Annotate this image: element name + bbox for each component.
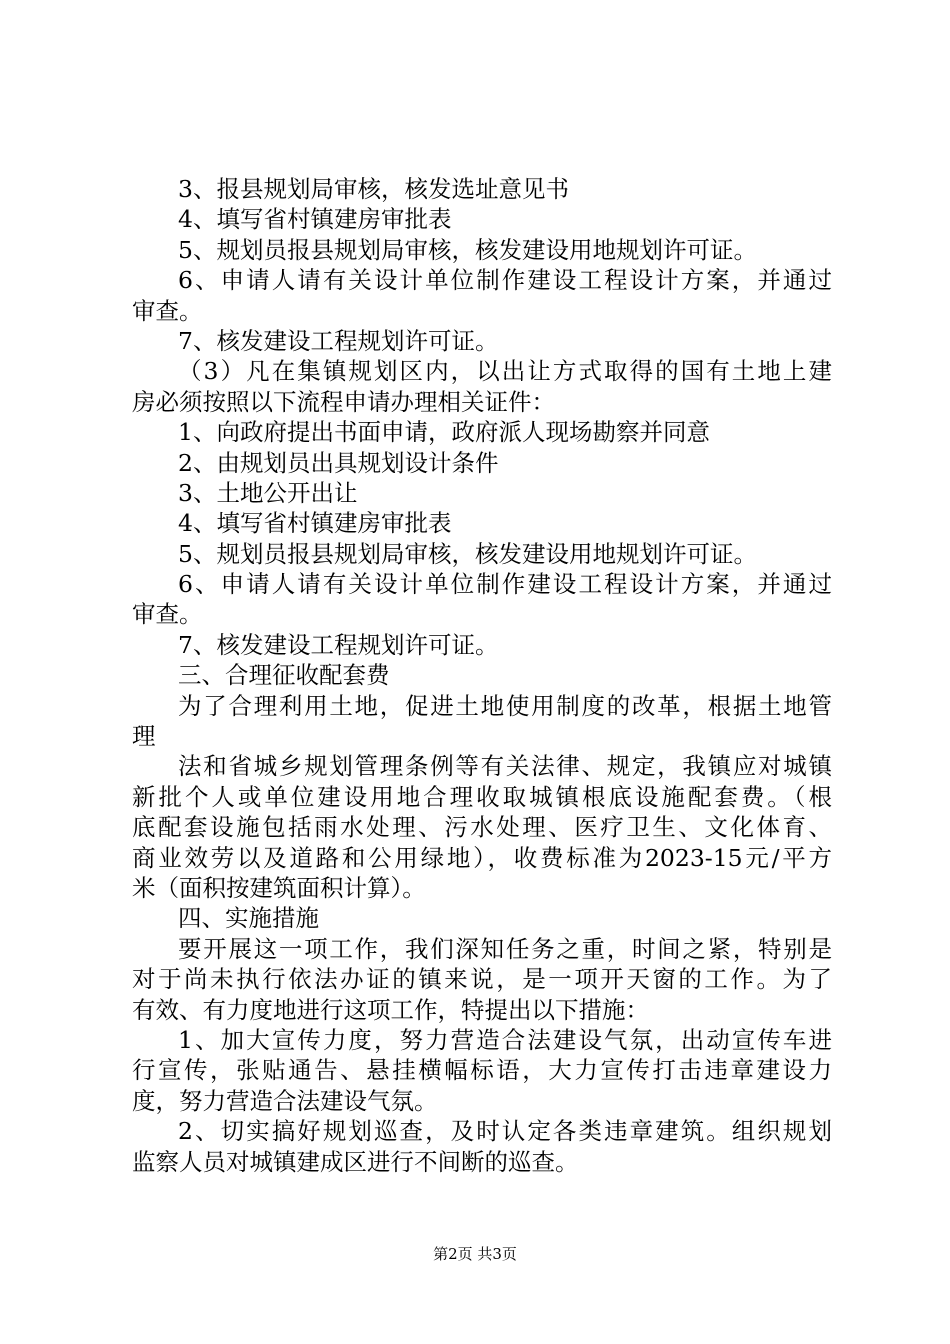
text-line: 行宣传，张贴通告、悬挂横幅标语，大力宣传打击违章建设力	[132, 1056, 832, 1085]
text-line: 要开展这一项工作，我们深知任务之重，时间之紧，特别是	[178, 934, 832, 963]
text-line: 米（面积按建筑面积计算）。	[132, 873, 426, 902]
text-line: 1、向政府提出书面申请，政府派人现场勘察并同意	[178, 418, 710, 447]
text-line: 监察人员对城镇建成区进行不间断的巡查。	[132, 1147, 579, 1176]
text-line: 7、核发建设工程规划许可证。	[178, 326, 499, 355]
section-heading: 三、合理征收配套费	[178, 661, 390, 690]
text-line: 3、土地公开出让	[178, 478, 358, 507]
page-number: 第2页 共3页	[433, 1245, 517, 1263]
text-line: 6、申请人请有关设计单位制作建设工程设计方案，并通过	[178, 570, 832, 599]
page-footer	[0, 1244, 950, 1264]
text-line: 3、报县规划局审核，核发选址意见书	[178, 175, 569, 203]
text-line: 5、规划员报县规划局审核，核发建设用地规划许可证。	[178, 539, 757, 568]
text-line: 4、填写省村镇建房审批表	[178, 509, 452, 538]
text-line: 为了合理利用土地，促进土地使用制度的改革，根据土地管	[178, 691, 832, 720]
text-line: 法和省城乡规划管理条例等有关法律、规定，我镇应对城镇	[178, 752, 832, 781]
text-line: 7、核发建设工程规划许可证。	[178, 630, 499, 659]
section-heading: 四、实施措施	[178, 904, 319, 933]
document-body	[132, 174, 832, 1177]
text-line: 1、加大宣传力度，努力营造合法建设气氛，出动宣传车进	[178, 1025, 832, 1054]
text-line: 商业效劳以及道路和公用绿地），收费标准为2023-15元/平方	[132, 843, 832, 872]
text-line: 2、切实搞好规划巡查，及时认定各类违章建筑。组织规划	[178, 1117, 832, 1146]
text-line: 2、由规划员出具规划设计条件	[178, 448, 499, 477]
text-line: （3）凡在集镇规划区内，以出让方式取得的国有土地上建	[178, 357, 832, 386]
text-line: 度，努力营造合法建设气氛。	[132, 1086, 438, 1115]
text-line: 4、填写省村镇建房审批表	[178, 205, 452, 234]
text-line: 对于尚未执行依法办证的镇来说，是一项开天窗的工作。为了	[132, 965, 832, 994]
text-line: 审查。	[132, 296, 203, 325]
text-line: 5、规划员报县规划局审核，核发建设用地规划许可证。	[178, 235, 757, 264]
text-line: 底配套设施包括雨水处理、污水处理、医疗卫生、文化体育、	[132, 813, 832, 842]
text-line: 6、申请人请有关设计单位制作建设工程设计方案，并通过	[178, 266, 832, 295]
text-line: 新批个人或单位建设用地合理收取城镇根底设施配套费。（根	[132, 782, 832, 811]
text-line: 理	[132, 722, 156, 751]
text-line: 有效、有力度地进行这项工作，特提出以下措施：	[132, 995, 649, 1024]
text-line: 房必须按照以下流程申请办理相关证件：	[132, 387, 555, 416]
text-line: 审查。	[132, 600, 203, 629]
